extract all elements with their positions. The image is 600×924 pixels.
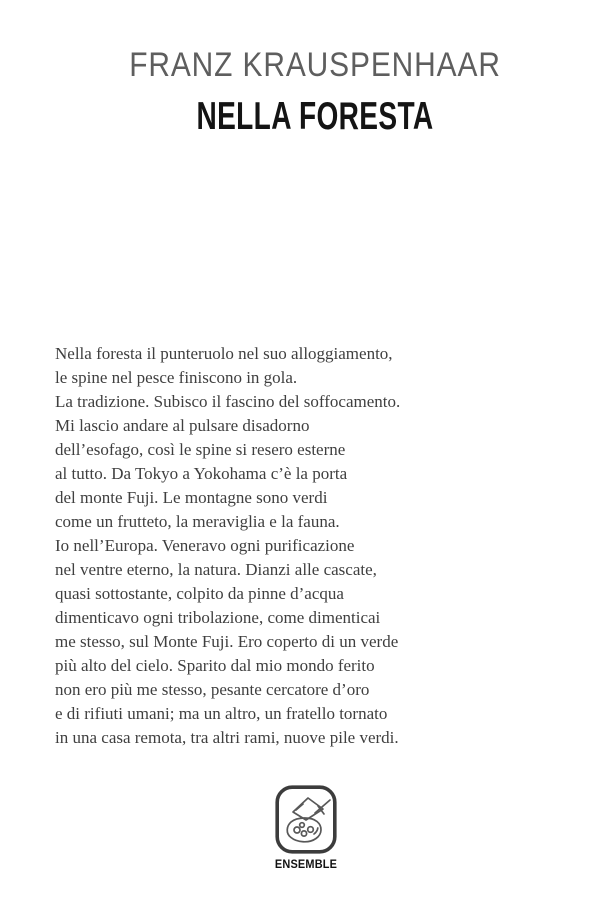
poem-line: me stesso, sul Monte Fuji. Ero coperto di un verde	[55, 632, 399, 651]
poem-line: dell’esofago, così le spine si resero esterne	[55, 440, 346, 459]
publisher-name: ENSEMBLE	[274, 859, 338, 871]
poem-line: come un frutteto, la meraviglia e la fauna.	[55, 512, 340, 531]
poem-line: non ero più me stesso, pesante cercatore d’oro	[55, 680, 370, 699]
poem-line: nel ventre eterno, la natura. Dianzi alle cascate,	[55, 560, 377, 579]
poem-line: del monte Fuji. Le montagne sono verdi	[55, 488, 328, 507]
poem-line: e di rifiuti umani; ma un altro, un fratello tornato	[55, 704, 388, 723]
poem-line: più alto del cielo. Sparito dal mio mondo ferito	[55, 656, 375, 675]
publisher-logo	[275, 785, 337, 856]
poem-line: le spine nel pesce finiscono in gola.	[55, 368, 298, 387]
author-name: FRANZ KRAUSPENHAAR	[129, 46, 501, 84]
ensemble-sack-doodle-icon	[275, 785, 337, 856]
poem-line: Nella foresta il punteruolo nel suo alloggiamento,	[55, 344, 393, 363]
poem-line: Mi lascio andare al pulsare disadorno	[55, 416, 310, 435]
poem-line: al tutto. Da Tokyo a Yokohama c’è la porta	[55, 464, 348, 483]
book-title: NELLA FORESTA	[196, 95, 434, 138]
poem-line: Io nell’Europa. Veneravo ogni purificazione	[55, 536, 355, 555]
poem-text	[55, 342, 535, 750]
poem-line: quasi sottostante, colpito da pinne d’acqua	[55, 584, 344, 603]
poem-line: in una casa remota, tra altri rami, nuove pile verdi.	[55, 728, 399, 747]
poem-line: dimenticavo ogni tribolazione, come dimenticai	[55, 608, 381, 627]
poem-line: La tradizione. Subisco il fascino del soffocamento.	[55, 392, 401, 411]
